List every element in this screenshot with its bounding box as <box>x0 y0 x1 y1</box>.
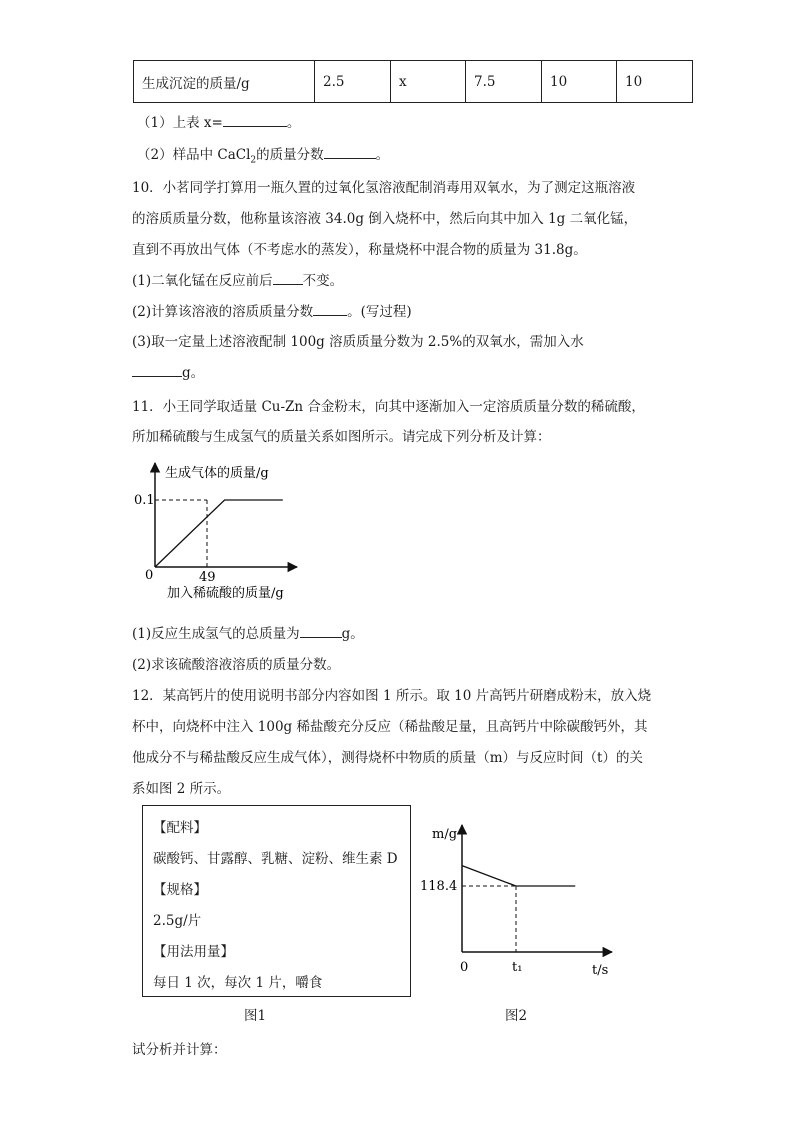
q10-line1: 10．小茗同学打算用一瓶久置的过氧化氢溶液配制消毒用双氧水，为了测定这瓶溶液 <box>132 180 636 196</box>
q11-line2: 所加稀硫酸与生成氢气的质量关系如图所示。请完成下列分析及计算： <box>132 429 551 445</box>
figure1-caption: 图1 <box>244 1008 267 1024</box>
q10-line2: 的溶质质量分数，他称量该溶液 34.0g 倒入烧杯中，然后向其中加入 1g 二氧化锰， <box>132 211 638 227</box>
x-tick-label: 49 <box>199 570 216 585</box>
q9-sub1: （1）上表 x= 。 <box>137 111 300 131</box>
table-cell: 10 <box>542 61 617 103</box>
y-axis-label: 生成气体的质量/g <box>165 466 269 481</box>
answer-blank <box>324 145 376 160</box>
q12-line4: 系如图 2 所示。 <box>132 781 231 797</box>
y-tick-label: 118.4 <box>420 879 458 894</box>
usage-text: 每日 1 次，每次 1 片，嚼食 <box>153 975 323 991</box>
spec-heading: 【规格】 <box>153 882 207 898</box>
table-cell: 7.5 <box>466 61 542 103</box>
q12-line1: 12．某高钙片的使用说明书部分内容如图 1 所示。取 10 片高钙片研磨成粉末，放入烧 <box>132 688 652 704</box>
q10-sub3-cont: g。 <box>132 361 204 381</box>
q9-sub2: （2）样品中 CaCl$_2$的质量分数 。 <box>137 143 389 166</box>
q11-line1: 11．小王同学取适量 Cu-Zn 合金粉末，向其中逐渐加入一定溶质质量分数的稀硫酸， <box>132 399 645 415</box>
x-axis-label: t/s <box>592 963 609 978</box>
table-row-label: 生成沉淀的质量/g <box>134 61 315 103</box>
q12-line3: 他成分不与稀盐酸反应生成气体），测得烧杯中物质的质量（m）与反应时间（t）的关 <box>132 750 643 766</box>
series-line <box>155 500 283 567</box>
ingredients-heading: 【配料】 <box>153 820 207 836</box>
precipitate-table <box>133 60 693 103</box>
q11-sub2: (2)求该硫酸溶液溶质的质量分数。 <box>132 657 341 673</box>
table-cell: 2.5 <box>315 61 391 103</box>
q12-line2: 杯中，向烧杯中注入 100g 稀盐酸充分反应（稀盐酸足量，且高钙片中除碳酸钙外，其 <box>132 719 648 735</box>
hydrogen-mass-chart <box>125 455 325 605</box>
table-cell: x <box>391 61 466 103</box>
q12-closing: 试分析并计算： <box>132 1042 227 1058</box>
q11-sub1: (1)反应生成氢气的总质量为 g。 <box>132 622 364 642</box>
x-tick-label: t₁ <box>512 960 523 975</box>
figure2-caption: 图2 <box>505 1008 528 1024</box>
table-row <box>134 61 693 103</box>
q10-sub3: (3)取一定量上述溶液配制 100g 溶质质量分数为 2.5%的双氧水，需加入水 <box>132 334 584 350</box>
q10-sub2: (2)计算该溶液的溶质质量分数 。(写过程) <box>132 300 412 320</box>
y-axis-label: m/g <box>432 827 458 842</box>
origin-label: 0 <box>460 960 469 975</box>
mass-time-chart <box>420 815 620 980</box>
x-axis-label: 加入稀硫酸的质量/g <box>167 586 284 601</box>
answer-blank <box>132 363 182 378</box>
product-label-box <box>142 805 411 997</box>
answer-blank <box>273 271 303 286</box>
q10-line3: 直到不再放出气体（不考虑水的蒸发），称量烧杯中混合物的质量为 31.8g。 <box>132 242 587 258</box>
origin-label: 0 <box>145 568 154 583</box>
usage-heading: 【用法用量】 <box>153 944 234 960</box>
spec-text: 2.5g/片 <box>153 913 202 929</box>
answer-blank <box>313 302 347 317</box>
answer-blank <box>223 113 287 128</box>
series-line <box>462 866 575 886</box>
table-cell: 10 <box>617 61 693 103</box>
answer-blank <box>300 624 342 639</box>
ingredients-text: 碳酸钙、甘露醇、乳糖、淀粉、维生素 D <box>153 851 398 867</box>
q10-sub1: (1)二氧化锰在反应前后 不变。 <box>132 269 343 289</box>
y-tick-label: 0.1 <box>134 493 155 508</box>
